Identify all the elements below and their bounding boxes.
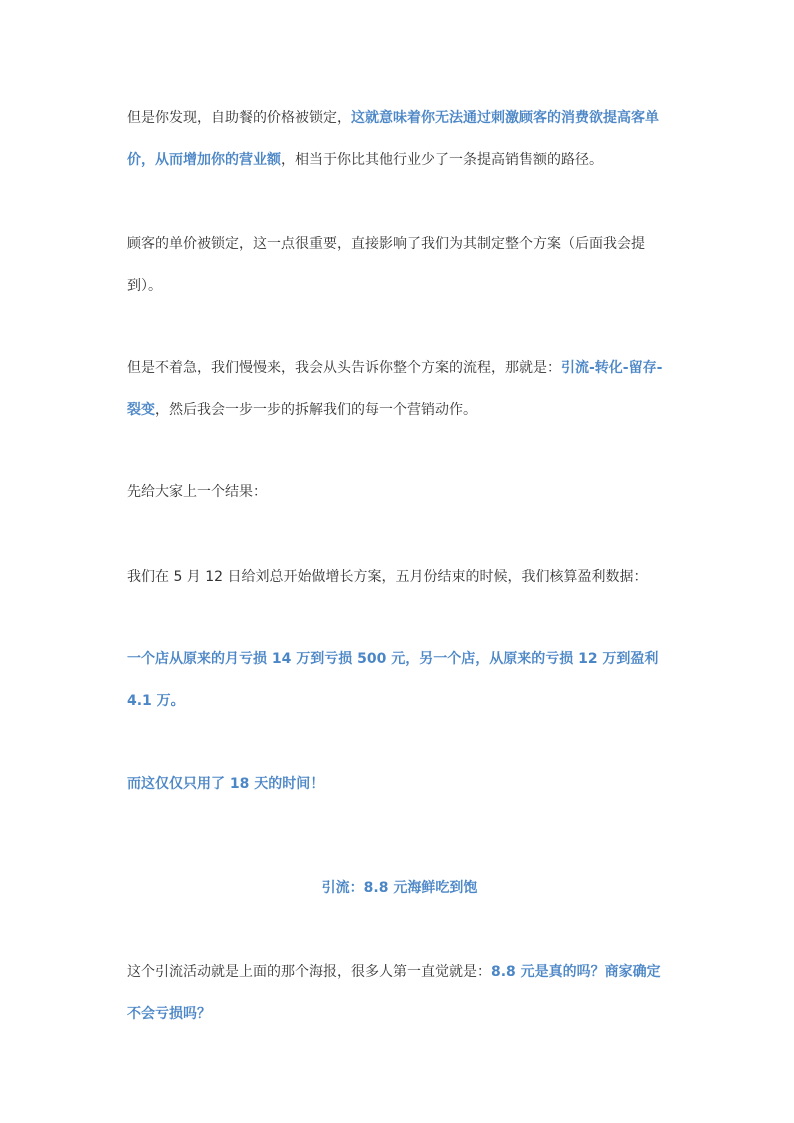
paragraph-text: ，相当于你比其他行业少了一条提高销售额的路径。 [281,152,603,168]
paragraph-price-locked [127,97,672,181]
paragraph-poster [127,951,672,1035]
paragraph-text: 这个引流活动就是上面的那个海报，很多人第一直觉就是： [127,964,491,980]
paragraph-process [127,347,672,431]
paragraph-data [127,556,672,598]
paragraph-18-days [127,763,672,805]
paragraph-text: 先给大家上一个结果： [127,484,267,500]
highlight-text: 一个店从原来的月亏损 14 万到亏损 500 元，另一个店，从原来的亏损 12 万到盈利 4.1 万。 [127,651,659,709]
highlight-text: 引流-转化-留存-裂变 [127,360,663,418]
paragraph-result-intro [127,471,672,513]
highlight-text: 而这仅仅只用了 18 天的时间！ [127,776,325,792]
heading-text: 引流：8.8 元海鲜吃到饱 [321,880,478,896]
highlight-text: 8.8 元是真的吗？商家确定不会亏损吗？ [127,964,661,1022]
paragraph-unit-price [127,223,672,307]
section-heading [127,867,672,909]
paragraph-result-highlight [127,638,672,722]
paragraph-text: 我们在 5 月 12 日给刘总开始做增长方案，五月份结束的时候，我们核算盈利数据： [127,569,648,585]
paragraph-text: 但是你发现，自助餐的价格被锁定， [127,110,351,126]
paragraph-text: ，然后我会一步一步的拆解我们的每一个营销动作。 [155,402,477,418]
paragraph-text: 但是不着急，我们慢慢来，我会从头告诉你整个方案的流程，那就是： [127,360,561,376]
highlight-text: 这就意味着你无法通过刺激顾客的消费欲提高客单价，从而增加你的营业额 [127,110,659,168]
paragraph-text: 顾客的单价被锁定，这一点很重要，直接影响了我们为其制定整个方案（后面我会提到）。 [127,236,645,294]
